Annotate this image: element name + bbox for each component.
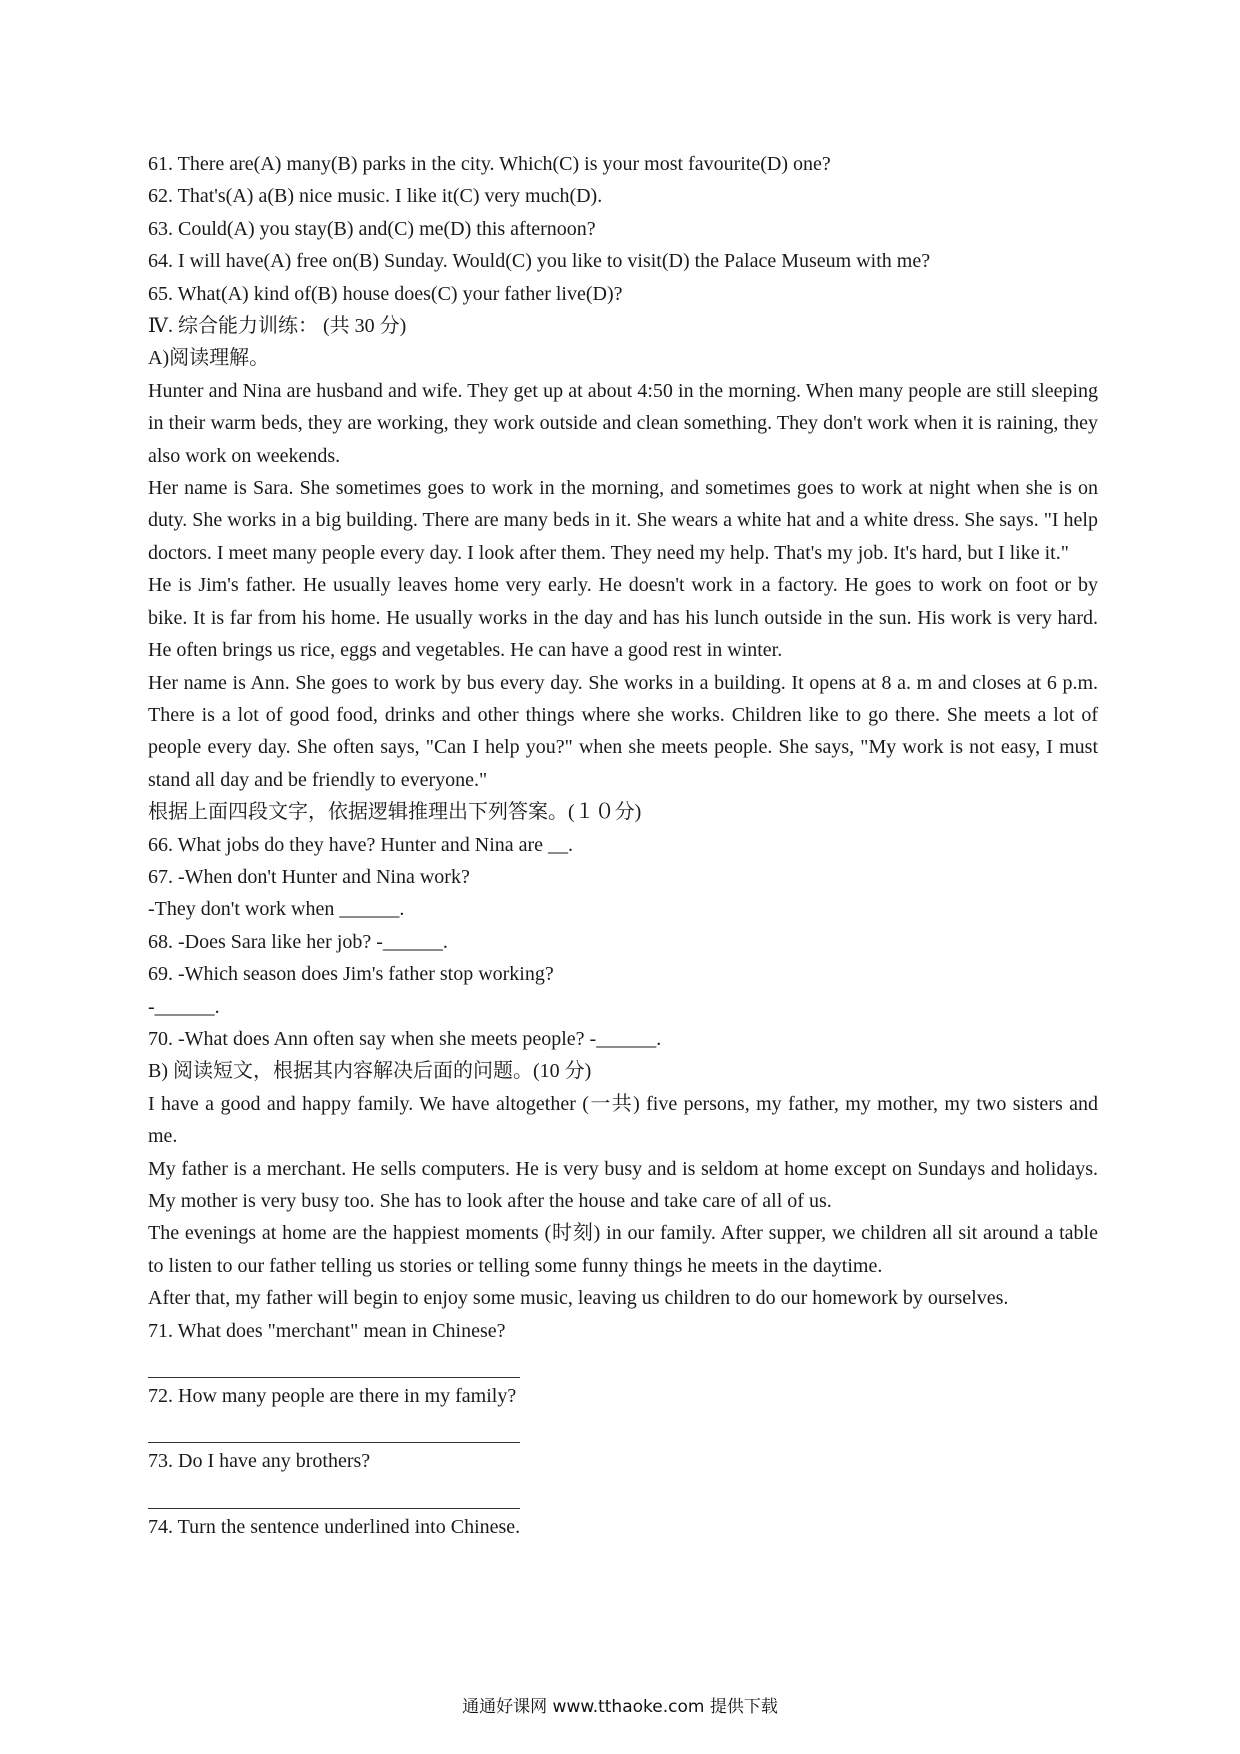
- part-a-paragraph-1: Hunter and Nina are husband and wife. They get up at about 4:50 in the morning. When many people are still sleeping in their warm beds, they are working, they work outside and clean something. They don't work when it is raining, they also work on weekends.: [148, 379, 1098, 467]
- answer-line-71: [148, 1347, 520, 1378]
- question-69-answer: -______.: [148, 995, 220, 1018]
- question-70: 70. -What does Ann often say when she meets people? -______.: [148, 1027, 662, 1050]
- question-68: 68. -Does Sara like her job? -______.: [148, 930, 448, 953]
- part-a-paragraph-3: He is Jim's father. He usually leaves home very early. He doesn't work in a factory. He goes to work on foot or by bike. It is far from his home. He usually works in the day and has his lunch outside in the sun. His work is very hard. He often brings us rice, eggs and vegetables. He can have a good rest in winter.: [148, 574, 1098, 662]
- question-64: 64. I will have(A) free on(B) Sunday. Would(C) you like to visit(D) the Palace Museum with me?: [148, 250, 931, 273]
- exam-page: [148, 148, 1098, 1543]
- question-69: 69. -Which season does Jim's father stop working?: [148, 963, 554, 986]
- part-a-paragraph-4: Her name is Ann. She goes to work by bus every day. She works in a building. It opens at 8 a. m and closes at 6 p.m. There is a lot of good food, drinks and other things where she works. Children like to go there. She meets a lot of people every day. She often says, "Can I help you?" when she meets people. She says, "My work is not easy, I must stand all day and be friendly to everyone.": [148, 671, 1098, 791]
- question-65: 65. What(A) kind of(B) house does(C) your father live(D)?: [148, 282, 623, 305]
- footer-credit: 通通好课网 www.tthaoke.com 提供下载: [462, 1697, 778, 1717]
- part-a-title: A)阅读理解。: [148, 347, 270, 370]
- part-b-title: B) 阅读短文，根据其内容解决后面的问题。(10 分): [148, 1060, 592, 1083]
- part-b-paragraph-3: The evenings at home are the happiest moments (时刻) in our family. After supper, we children all sit around a table to listen to our father telling us stories or telling some funny things he meets in the daytime.: [148, 1222, 1098, 1277]
- question-61: 61. There are(A) many(B) parks in the city. Which(C) is your most favourite(D) one?: [148, 153, 831, 175]
- question-72: 72. How many people are there in my family?: [148, 1385, 517, 1408]
- part-a-instruction: 根据上面四段文字，依据逻辑推理出下列答案。(１０分): [148, 801, 642, 824]
- answer-line-73: [148, 1478, 520, 1509]
- answer-line-72: [148, 1412, 520, 1443]
- question-67-answer: -They don't work when ______.: [148, 898, 405, 921]
- question-71: 71. What does "merchant" mean in Chinese?: [148, 1319, 506, 1342]
- part-b-paragraph-1: I have a good and happy family. We have altogether (一共) five persons, my father, my mother, my two sisters and me.: [148, 1092, 1098, 1148]
- part-a-paragraph-2: Her name is Sara. She sometimes goes to work in the morning, and sometimes goes to work at night when she is on duty. She works in a big building. There are many beds in it. She wears a white hat and a white dress. She says. "I help doctors. I meet many people every day. I look after them. They need my help. That's my job. It's hard, but I like it.": [148, 477, 1098, 564]
- question-66: 66. What jobs do they have? Hunter and Nina are __.: [148, 833, 574, 856]
- question-73: 73. Do I have any brothers?: [148, 1450, 371, 1473]
- section-4-title: Ⅳ. 综合能力训练： (共 30 分): [148, 315, 407, 338]
- part-b-paragraph-4: After that, my father will begin to enjoy some music, leaving us children to do our homework by ourselves.: [148, 1287, 1009, 1310]
- question-67: 67. -When don't Hunter and Nina work?: [148, 865, 470, 888]
- question-63: 63. Could(A) you stay(B) and(C) me(D) this afternoon?: [148, 217, 596, 240]
- question-62: 62. That's(A) a(B) nice music. I like it(C) very much(D).: [148, 185, 603, 208]
- question-74: 74. Turn the sentence underlined into Chinese.: [148, 1515, 521, 1538]
- part-b-paragraph-2: My father is a merchant. He sells computers. He is very busy and is seldom at home except on Sundays and holidays. My mother is very busy too. She has to look after the house and take care of all of us.: [148, 1157, 1098, 1212]
